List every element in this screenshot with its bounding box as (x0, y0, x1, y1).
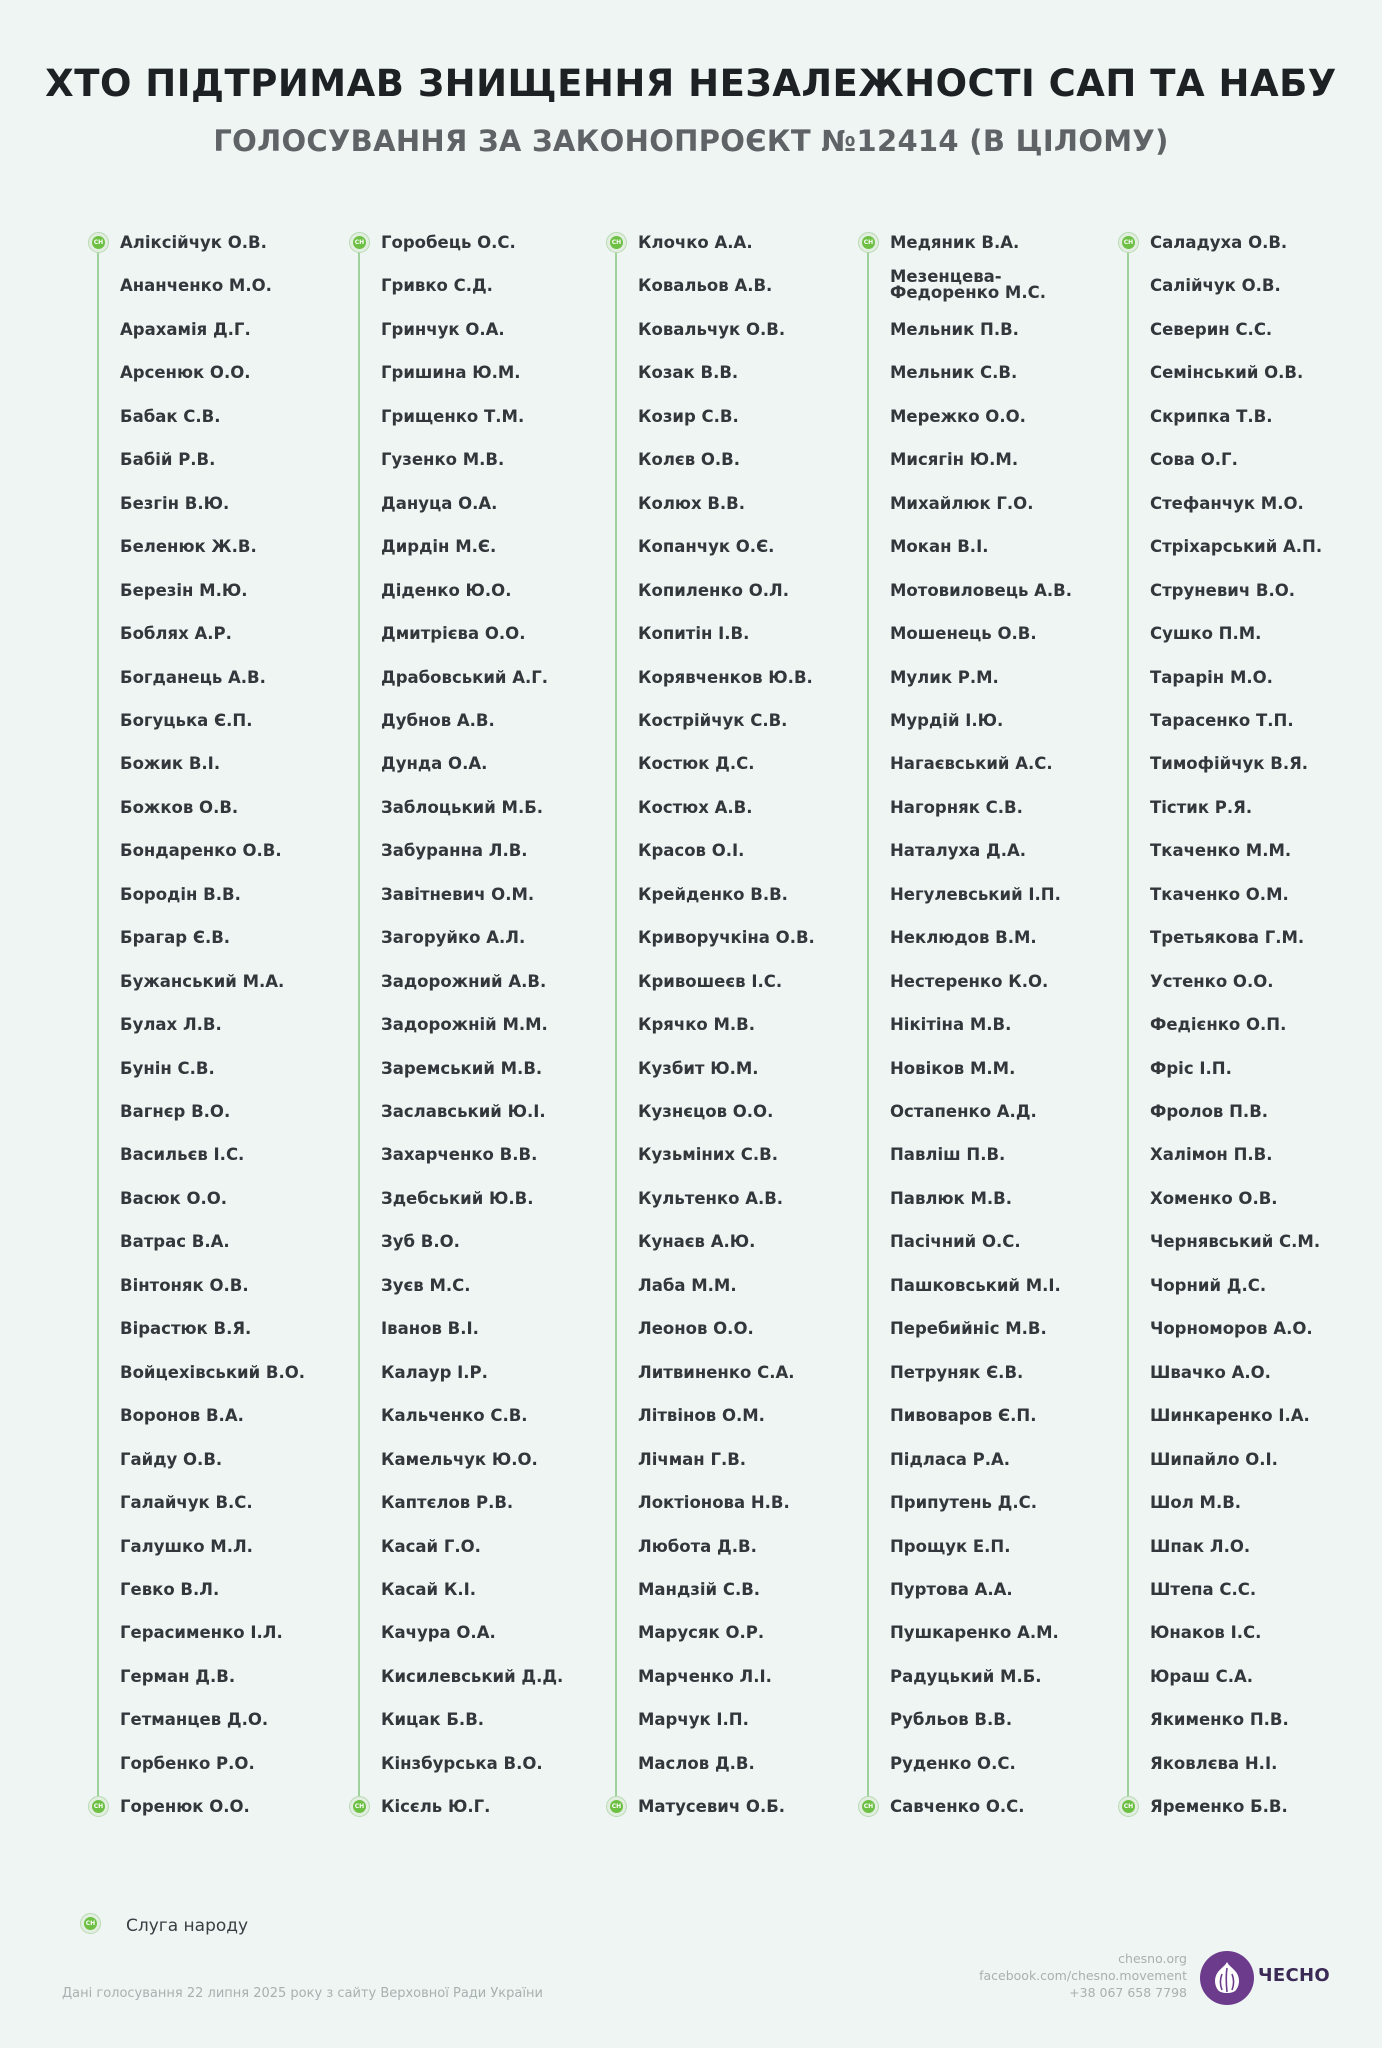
deputy-name: Корявченков Ю.В. (638, 667, 813, 687)
deputy-name: Кінзбурська В.О. (381, 1753, 543, 1773)
deputy-name: Задорожний А.В. (381, 971, 547, 991)
deputy-name: Гринчук О.А. (381, 319, 505, 339)
deputy-name: Мандзій С.В. (638, 1579, 761, 1599)
deputy-name: Нікітіна М.В. (890, 1015, 1012, 1035)
deputy-name: Тарасенко Т.П. (1150, 710, 1294, 730)
deputy-name: Ватрас В.А. (120, 1232, 230, 1252)
deputy-name: Тарарін М.О. (1150, 667, 1273, 687)
deputy-name: Северин С.С. (1150, 319, 1273, 339)
deputies-column (590, 220, 840, 1820)
deputy-name: Халімон П.В. (1150, 1145, 1273, 1165)
party-badge-icon (606, 232, 627, 253)
deputy-name: Сова О.Г. (1150, 450, 1238, 470)
deputy-name: Литвиненко С.А. (638, 1362, 795, 1382)
deputy-name: Фролов П.В. (1150, 1102, 1269, 1121)
deputy-name: Гайду О.В. (120, 1449, 223, 1469)
deputy-name: Божков О.В. (120, 797, 239, 817)
deputy-name: Хоменко О.В. (1150, 1188, 1278, 1208)
deputy-name: Ковальов А.В. (638, 276, 773, 296)
deputies-column (72, 220, 322, 1820)
deputy-name: Леонов О.О. (638, 1319, 754, 1339)
deputy-name: Іванов В.І. (381, 1319, 479, 1339)
deputy-name: Пуртова А.А. (890, 1579, 1013, 1599)
deputy-name: Любота Д.В. (638, 1536, 757, 1556)
deputy-name: Лаба М.М. (638, 1275, 737, 1295)
deputy-name: Савченко О.С. (890, 1797, 1025, 1817)
deputy-name: Кисилевський Д.Д. (381, 1666, 564, 1686)
deputy-name: Кунаєв А.Ю. (638, 1232, 756, 1252)
deputy-name: Калаур І.Р. (381, 1362, 488, 1382)
deputy-name: Березін М.Ю. (120, 580, 248, 600)
column-connector-line (615, 242, 617, 1806)
deputy-name: Герман Д.В. (120, 1666, 236, 1686)
deputy-name: Маслов Д.В. (638, 1753, 755, 1773)
deputy-name: Богуцька Є.П. (120, 710, 253, 730)
deputy-name: Припутень Д.С. (890, 1493, 1038, 1513)
deputy-name: Воронов В.А. (120, 1406, 244, 1426)
deputy-name: Швачко А.О. (1150, 1362, 1271, 1382)
deputy-name: Чорноморов А.О. (1150, 1319, 1313, 1339)
deputy-name: Яременко Б.В. (1150, 1797, 1288, 1817)
deputy-name: Шипайло О.І. (1150, 1449, 1278, 1469)
deputy-name: Штепа С.С. (1150, 1579, 1257, 1599)
deputy-name: Гевко В.Л. (120, 1579, 220, 1599)
deputy-name: Третьякова Г.М. (1150, 928, 1305, 948)
deputy-name: Козир С.В. (638, 406, 739, 426)
deputies-column (1102, 220, 1352, 1820)
deputy-name: Заславський Ю.І. (381, 1102, 546, 1121)
deputy-name: Горенюк О.О. (120, 1797, 250, 1817)
chesno-logo-text: ЧЕСНО (1258, 1965, 1330, 1986)
deputy-name: Шинкаренко І.А. (1150, 1406, 1310, 1426)
deputy-name: Заблоцький М.Б. (381, 797, 544, 817)
deputy-name: Мезенцева- Федоренко М.С. (890, 267, 1046, 303)
deputy-name: Красов О.І. (638, 841, 745, 861)
data-source-note: Дані голосування 22 липня 2025 року з сайту Верховної Ради України (62, 1986, 543, 2001)
deputy-name: Горбенко Р.О. (120, 1753, 255, 1773)
deputy-name: Мисягін Ю.М. (890, 450, 1019, 470)
deputy-name: Прощук Е.П. (890, 1536, 1011, 1556)
deputy-name: Марчук І.П. (638, 1710, 749, 1730)
deputy-name: Рубльов В.В. (890, 1710, 1013, 1730)
deputy-name: Павлюк М.В. (890, 1188, 1012, 1208)
deputy-name: Заремський М.В. (381, 1058, 543, 1078)
column-connector-line (867, 242, 869, 1806)
legend-label: Слуга народу (126, 1916, 249, 1936)
deputy-name: Матусевич О.Б. (638, 1797, 786, 1817)
deputy-name: Загоруйко А.Л. (381, 928, 526, 948)
deputy-name: Бондаренко О.В. (120, 841, 282, 861)
deputy-name: Гривко С.Д. (381, 276, 493, 296)
contacts (979, 1950, 1187, 2001)
party-badge-icon (349, 232, 370, 253)
deputy-name: Кривошеєв І.С. (638, 971, 783, 991)
deputy-name: Юнаков І.С. (1150, 1623, 1262, 1643)
deputy-name: Дунда О.А. (381, 754, 488, 774)
deputy-name: Кузнєцов О.О. (638, 1102, 774, 1121)
deputy-name: Дануца О.А. (381, 493, 498, 513)
deputy-name: Устенко О.О. (1150, 971, 1274, 991)
deputy-name: Скрипка Т.В. (1150, 406, 1273, 426)
deputy-name: Боблях А.Р. (120, 624, 232, 644)
deputy-name: Бородін В.В. (120, 884, 241, 904)
deputy-name: Ткаченко М.М. (1150, 841, 1292, 861)
deputies-column (333, 220, 583, 1820)
deputy-name: Богданець А.В. (120, 667, 266, 687)
deputy-name: Безгін В.Ю. (120, 493, 230, 513)
deputy-name: Ковальчук О.В. (638, 319, 786, 339)
deputy-name: Стріхарський А.П. (1150, 537, 1323, 557)
deputy-name: Лічман Г.В. (638, 1449, 747, 1469)
deputy-name: Дубнов А.В. (381, 710, 495, 730)
deputy-name: Зуб В.О. (381, 1232, 460, 1252)
deputy-name: Петруняк Є.В. (890, 1362, 1024, 1382)
deputies-column (842, 220, 1092, 1820)
party-badge-icon (858, 232, 879, 253)
party-badge-icon (606, 1796, 627, 1817)
deputy-name: Мурдій І.Ю. (890, 710, 1004, 730)
deputy-name: Кузьміних С.В. (638, 1145, 778, 1165)
deputy-name: Брагар Є.В. (120, 928, 231, 948)
deputy-name: Мотовиловець А.В. (890, 580, 1072, 600)
deputy-name: Медяник В.А. (890, 233, 1020, 252)
deputy-name: Бужанський М.А. (120, 971, 285, 991)
deputy-name: Крейденко В.В. (638, 884, 788, 904)
deputy-name: Радуцький М.Б. (890, 1666, 1042, 1686)
deputy-name: Нестеренко К.О. (890, 971, 1049, 991)
deputy-name: Колєв О.В. (638, 450, 741, 470)
deputy-name: Костюк Д.С. (638, 754, 755, 774)
deputy-name: Якименко П.В. (1150, 1710, 1289, 1730)
deputy-name: Костюх А.В. (638, 797, 753, 817)
deputy-name: Кісєль Ю.Г. (381, 1797, 491, 1817)
deputy-name: Копанчук О.Є. (638, 537, 775, 557)
deputy-name: Федієнко О.П. (1150, 1015, 1287, 1035)
deputy-name: Копитін І.В. (638, 624, 750, 644)
deputy-name: Пашковський М.І. (890, 1275, 1061, 1295)
deputy-name: Діденко Ю.О. (381, 580, 512, 600)
page-title: ХТО ПІДТРИМАВ ЗНИЩЕННЯ НЕЗАЛЕЖНОСТІ САП ТА НАБУ (45, 62, 1337, 105)
column-connector-line (358, 242, 360, 1806)
deputy-name: Васюк О.О. (120, 1188, 228, 1208)
deputy-name: Салійчук О.В. (1150, 276, 1281, 296)
deputy-name: Горобець О.С. (381, 233, 516, 252)
deputy-name: Тимофійчук В.Я. (1150, 754, 1309, 774)
deputy-name: Неклюдов В.М. (890, 928, 1037, 948)
party-badge-icon (88, 232, 109, 253)
deputy-name: Пушкаренко А.М. (890, 1623, 1059, 1643)
deputy-name: Каптєлов Р.В. (381, 1493, 514, 1513)
column-connector-line (1127, 242, 1129, 1806)
deputy-name: Арсенюк О.О. (120, 363, 251, 383)
deputy-name: Касай Г.О. (381, 1536, 481, 1556)
deputy-name: Літвінов О.М. (638, 1406, 765, 1426)
deputy-name: Пивоваров Є.П. (890, 1406, 1037, 1426)
deputy-name: Копиленко О.Л. (638, 580, 790, 600)
deputy-name: Руденко О.С. (890, 1753, 1016, 1773)
deputy-name: Семінський О.В. (1150, 363, 1304, 383)
deputy-name: Негулевський І.П. (890, 884, 1061, 904)
deputy-name: Нагорняк С.В. (890, 797, 1023, 817)
party-badge-icon (349, 1796, 370, 1817)
deputy-name: Фріс І.П. (1150, 1058, 1232, 1078)
deputy-name: Яковлєва Н.І. (1150, 1753, 1278, 1773)
deputy-name: Гетманцев Д.О. (120, 1710, 269, 1730)
deputy-name: Павліш П.В. (890, 1145, 1006, 1165)
deputy-name: Кицак Б.В. (381, 1710, 485, 1730)
party-badge-icon (858, 1796, 879, 1817)
deputy-name: Чорний Д.С. (1150, 1275, 1267, 1295)
deputy-name: Качура О.А. (381, 1623, 496, 1643)
party-badge-icon (1118, 1796, 1139, 1817)
deputy-name: Кострійчук С.В. (638, 710, 788, 730)
deputy-name: Перебийніс М.В. (890, 1319, 1047, 1339)
deputy-name: Пасічний О.С. (890, 1232, 1021, 1252)
deputy-name: Клочко А.А. (638, 233, 753, 252)
deputy-name: Войцехівський В.О. (120, 1362, 306, 1382)
deputy-name: Марченко Л.І. (638, 1666, 772, 1686)
deputy-name: Шол М.В. (1150, 1493, 1242, 1513)
deputy-name: Герасименко І.Л. (120, 1623, 283, 1643)
page-subtitle: ГОЛОСУВАННЯ ЗА ЗАКОНОПРОЄКТ №12414 (В ЦІЛОМУ) (213, 124, 1169, 158)
deputy-name: Забуранна Л.В. (381, 841, 528, 861)
deputy-name: Кальченко С.В. (381, 1406, 528, 1426)
deputy-name: Булах Л.В. (120, 1015, 222, 1035)
deputy-name: Камельчук Ю.О. (381, 1449, 538, 1469)
deputy-name: Грищенко Т.М. (381, 406, 525, 426)
deputy-name: Михайлюк Г.О. (890, 493, 1034, 513)
deputy-name: Галайчук В.С. (120, 1493, 253, 1513)
deputy-name: Аліксійчук О.В. (120, 233, 267, 252)
deputy-name: Остапенко А.Д. (890, 1102, 1037, 1121)
deputy-name: Дирдін М.Є. (381, 537, 497, 557)
deputy-name: Сушко П.М. (1150, 624, 1262, 644)
deputy-name: Зуєв М.С. (381, 1275, 471, 1295)
deputy-name: Шпак Л.О. (1150, 1536, 1251, 1556)
deputy-name: Гришина Ю.М. (381, 363, 521, 383)
deputy-name: Наталуха Д.А. (890, 841, 1027, 861)
deputy-name: Марусяк О.Р. (638, 1623, 765, 1643)
deputy-name: Стефанчук М.О. (1150, 493, 1304, 513)
facebook-link[interactable]: facebook.com/chesno.movement (979, 1968, 1187, 1983)
deputy-name: Колюх В.В. (638, 493, 746, 513)
deputy-name: Бабій Р.В. (120, 450, 216, 470)
deputy-name: Беленюк Ж.В. (120, 537, 257, 557)
deputy-name: Галушко М.Л. (120, 1536, 253, 1556)
deputy-name: Бунін С.В. (120, 1058, 215, 1078)
website-link[interactable]: chesno.org (1118, 1951, 1187, 1966)
deputy-name: Здебський Ю.В. (381, 1188, 534, 1208)
deputy-name: Нагаєвський А.С. (890, 754, 1053, 774)
column-connector-line (97, 242, 99, 1806)
phone-number: +38 067 658 7798 (1069, 1985, 1187, 2000)
deputy-name: Мельник П.В. (890, 319, 1019, 339)
party-badge-icon (80, 1913, 101, 1934)
deputy-name: Мельник С.В. (890, 363, 1018, 383)
deputy-name: Ананченко М.О. (120, 276, 272, 296)
deputy-name: Криворучкіна О.В. (638, 928, 815, 948)
deputy-name: Бабак С.В. (120, 406, 221, 426)
deputy-name: Крячко М.В. (638, 1015, 756, 1035)
deputy-name: Васильєв І.С. (120, 1145, 245, 1165)
deputy-name: Мошенець О.В. (890, 624, 1037, 644)
deputy-name: Мережко О.О. (890, 406, 1026, 426)
deputy-name: Захарченко В.В. (381, 1145, 538, 1165)
deputy-name: Ткаченко О.М. (1150, 884, 1289, 904)
deputy-name: Тістик Р.Я. (1150, 797, 1253, 817)
party-badge-icon (88, 1796, 109, 1817)
deputy-name: Чернявський С.М. (1150, 1232, 1321, 1252)
deputy-name: Культенко А.В. (638, 1188, 784, 1208)
deputy-name: Кузбит Ю.М. (638, 1058, 759, 1078)
deputy-name: Драбовський А.Г. (381, 667, 549, 687)
deputy-name: Гузенко М.В. (381, 450, 505, 470)
deputy-name: Юраш С.А. (1150, 1666, 1253, 1686)
deputy-name: Підласа Р.А. (890, 1449, 1011, 1469)
chesno-logo-icon (1200, 1951, 1254, 2005)
deputy-name: Струневич В.О. (1150, 580, 1296, 600)
deputy-name: Мокан В.І. (890, 537, 989, 557)
deputy-name: Божик В.І. (120, 754, 221, 774)
deputy-name: Козак В.В. (638, 363, 739, 383)
deputy-name: Вірастюк В.Я. (120, 1319, 252, 1339)
deputy-name: Вагнєр В.О. (120, 1102, 231, 1121)
deputy-name: Задорожній М.М. (381, 1015, 548, 1035)
deputy-name: Касай К.І. (381, 1579, 477, 1599)
deputy-name: Новіков М.М. (890, 1058, 1016, 1078)
deputy-name: Мулик Р.М. (890, 667, 999, 687)
party-badge-icon (1118, 232, 1139, 253)
deputy-name: Дмитрієва О.О. (381, 624, 526, 644)
deputy-name: Завітневич О.М. (381, 884, 535, 904)
deputy-name: Локтіонова Н.В. (638, 1493, 790, 1513)
deputy-name: Саладуха О.В. (1150, 233, 1288, 252)
deputy-name: Вінтоняк О.В. (120, 1275, 249, 1295)
deputy-name: Арахамія Д.Г. (120, 319, 251, 339)
